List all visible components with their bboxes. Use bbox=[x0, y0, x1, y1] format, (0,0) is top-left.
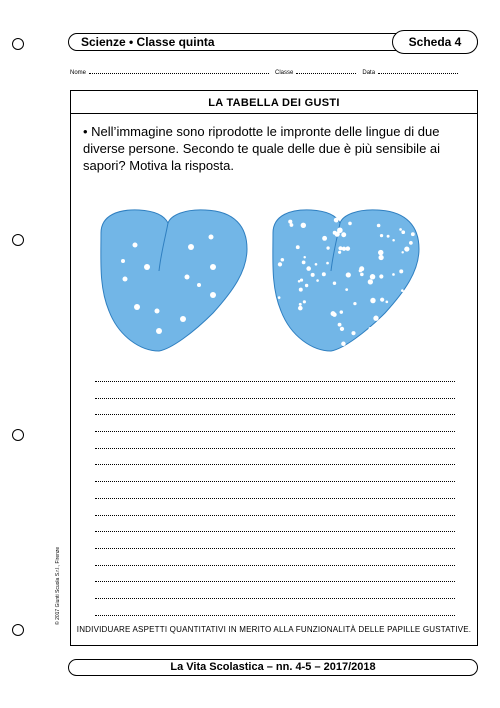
papilla bbox=[123, 277, 128, 282]
papilla bbox=[378, 255, 383, 260]
papilla bbox=[340, 327, 344, 331]
header-subject: Scienze • Classe quinta bbox=[81, 35, 215, 49]
papilla bbox=[385, 301, 388, 304]
papilla bbox=[341, 232, 346, 237]
papilla bbox=[341, 342, 346, 347]
papilla bbox=[303, 256, 305, 258]
papilla bbox=[300, 278, 303, 281]
papilla bbox=[345, 288, 348, 291]
papilla bbox=[359, 266, 364, 271]
papilla bbox=[133, 243, 138, 248]
papilla bbox=[340, 310, 343, 313]
papilla bbox=[296, 245, 300, 249]
student-fields bbox=[70, 67, 480, 79]
binder-hole-icon bbox=[12, 429, 24, 441]
papilla bbox=[326, 262, 329, 265]
papilla bbox=[353, 302, 356, 305]
answer-line[interactable] bbox=[95, 448, 455, 449]
papilla bbox=[322, 272, 326, 276]
date-field[interactable] bbox=[362, 67, 458, 76]
answer-line[interactable] bbox=[95, 515, 455, 516]
answer-line[interactable] bbox=[95, 498, 455, 499]
papilla bbox=[188, 244, 194, 250]
papilla bbox=[326, 246, 329, 249]
answer-line[interactable] bbox=[95, 565, 455, 566]
papilla bbox=[409, 241, 413, 245]
title-divider bbox=[71, 113, 477, 114]
name-field[interactable] bbox=[70, 67, 269, 76]
papilla bbox=[302, 260, 306, 264]
class-label: Classe bbox=[275, 70, 294, 76]
binder-hole-icon bbox=[12, 624, 24, 636]
papilla bbox=[369, 327, 372, 330]
papilla bbox=[404, 246, 409, 251]
papilla bbox=[360, 273, 364, 277]
papilla bbox=[401, 251, 403, 253]
papilla bbox=[305, 284, 308, 287]
papilla bbox=[333, 282, 336, 285]
papilla bbox=[380, 234, 383, 237]
papilla bbox=[144, 264, 150, 270]
papilla bbox=[331, 311, 336, 316]
name-label: Nome bbox=[70, 70, 87, 76]
papilla bbox=[278, 296, 281, 299]
papilla bbox=[322, 236, 327, 241]
papilla bbox=[303, 300, 306, 303]
answer-line[interactable] bbox=[95, 598, 455, 599]
papilla bbox=[411, 232, 415, 236]
papilla bbox=[373, 316, 378, 321]
papilla bbox=[210, 292, 216, 298]
papilla bbox=[387, 235, 390, 238]
papilla bbox=[134, 304, 140, 310]
papilla bbox=[348, 222, 352, 226]
papilla bbox=[392, 273, 395, 276]
date-label: Data bbox=[362, 70, 376, 76]
question-text: • Nell’immagine sono riprodotte le impronte delle lingue di due diverse persone. Secondo te quale delle due è più sensibile ai sapori? Motiva la risposta. bbox=[83, 124, 441, 173]
answer-line[interactable] bbox=[95, 548, 455, 549]
papilla bbox=[301, 223, 306, 228]
exercise-box bbox=[70, 90, 478, 646]
papilla bbox=[155, 309, 160, 314]
footer-bar: La Vita Scolastica – nn. 4-5 – 2017/2018 bbox=[68, 659, 478, 676]
papilla bbox=[281, 258, 285, 262]
papilla bbox=[316, 279, 319, 282]
papilla bbox=[399, 269, 403, 273]
papilla bbox=[368, 279, 373, 284]
tongue-print-icon bbox=[101, 210, 247, 351]
papilla bbox=[315, 263, 318, 266]
papilla bbox=[378, 250, 383, 255]
papilla bbox=[346, 246, 351, 251]
papilla bbox=[298, 306, 303, 311]
name-line[interactable] bbox=[89, 67, 269, 74]
papilla bbox=[399, 228, 402, 231]
exercise-title: LA TABELLA DEI GUSTI bbox=[208, 97, 340, 109]
papilla bbox=[338, 251, 341, 254]
answer-line[interactable] bbox=[95, 464, 455, 465]
answer-line[interactable] bbox=[95, 531, 455, 532]
answer-line[interactable] bbox=[95, 431, 455, 432]
answer-line[interactable] bbox=[95, 615, 455, 616]
papilla bbox=[335, 232, 340, 237]
papilla bbox=[197, 283, 201, 287]
tongue-print-icon bbox=[273, 210, 419, 351]
papilla bbox=[411, 287, 415, 291]
answer-line[interactable] bbox=[95, 481, 455, 482]
papilla bbox=[352, 342, 356, 346]
papilla bbox=[370, 298, 375, 303]
papilla bbox=[299, 288, 303, 292]
papilla bbox=[342, 247, 346, 251]
papilla bbox=[382, 324, 387, 329]
papilla bbox=[288, 220, 292, 224]
papilla bbox=[346, 272, 351, 277]
papilla bbox=[121, 259, 125, 263]
papilla bbox=[380, 298, 384, 302]
answer-lines[interactable] bbox=[95, 381, 455, 631]
class-line[interactable] bbox=[296, 67, 356, 74]
answer-line[interactable] bbox=[95, 381, 455, 382]
binder-hole-icon bbox=[12, 38, 24, 50]
papilla bbox=[210, 264, 216, 270]
papilla bbox=[370, 274, 375, 279]
answer-line[interactable] bbox=[95, 414, 455, 415]
tongue-prints bbox=[95, 209, 455, 359]
papilla bbox=[156, 328, 162, 334]
papilla bbox=[392, 239, 395, 242]
papilla bbox=[405, 307, 409, 311]
papilla bbox=[334, 218, 339, 223]
header-bar bbox=[68, 33, 478, 51]
papilla bbox=[180, 316, 186, 322]
papilla bbox=[209, 235, 214, 240]
papilla bbox=[377, 224, 381, 228]
papilla bbox=[311, 273, 315, 277]
answer-line[interactable] bbox=[95, 581, 455, 582]
binder-hole-icon bbox=[12, 234, 24, 246]
papilla bbox=[278, 262, 282, 266]
learning-objective: INDIVIDUARE ASPETTI QUANTITATIVI IN MERITO ALLA FUNZIONALITÀ DELLE PAPILLE GUSTATIVE. bbox=[76, 625, 472, 634]
papilla bbox=[290, 223, 294, 227]
copyright-notice: © 2017 Giunti Scuola S.r.l., Firenze bbox=[55, 546, 61, 625]
papilla bbox=[401, 289, 404, 292]
answer-line[interactable] bbox=[95, 398, 455, 399]
sheet-number: Scheda 4 bbox=[392, 30, 478, 54]
papilla bbox=[306, 266, 311, 271]
papilla bbox=[338, 323, 342, 327]
papilla bbox=[379, 274, 383, 278]
papilla bbox=[299, 303, 302, 306]
date-line[interactable] bbox=[378, 67, 458, 74]
papilla bbox=[351, 331, 355, 335]
class-field[interactable] bbox=[275, 67, 356, 76]
papilla bbox=[401, 230, 405, 234]
papilla bbox=[185, 275, 190, 280]
